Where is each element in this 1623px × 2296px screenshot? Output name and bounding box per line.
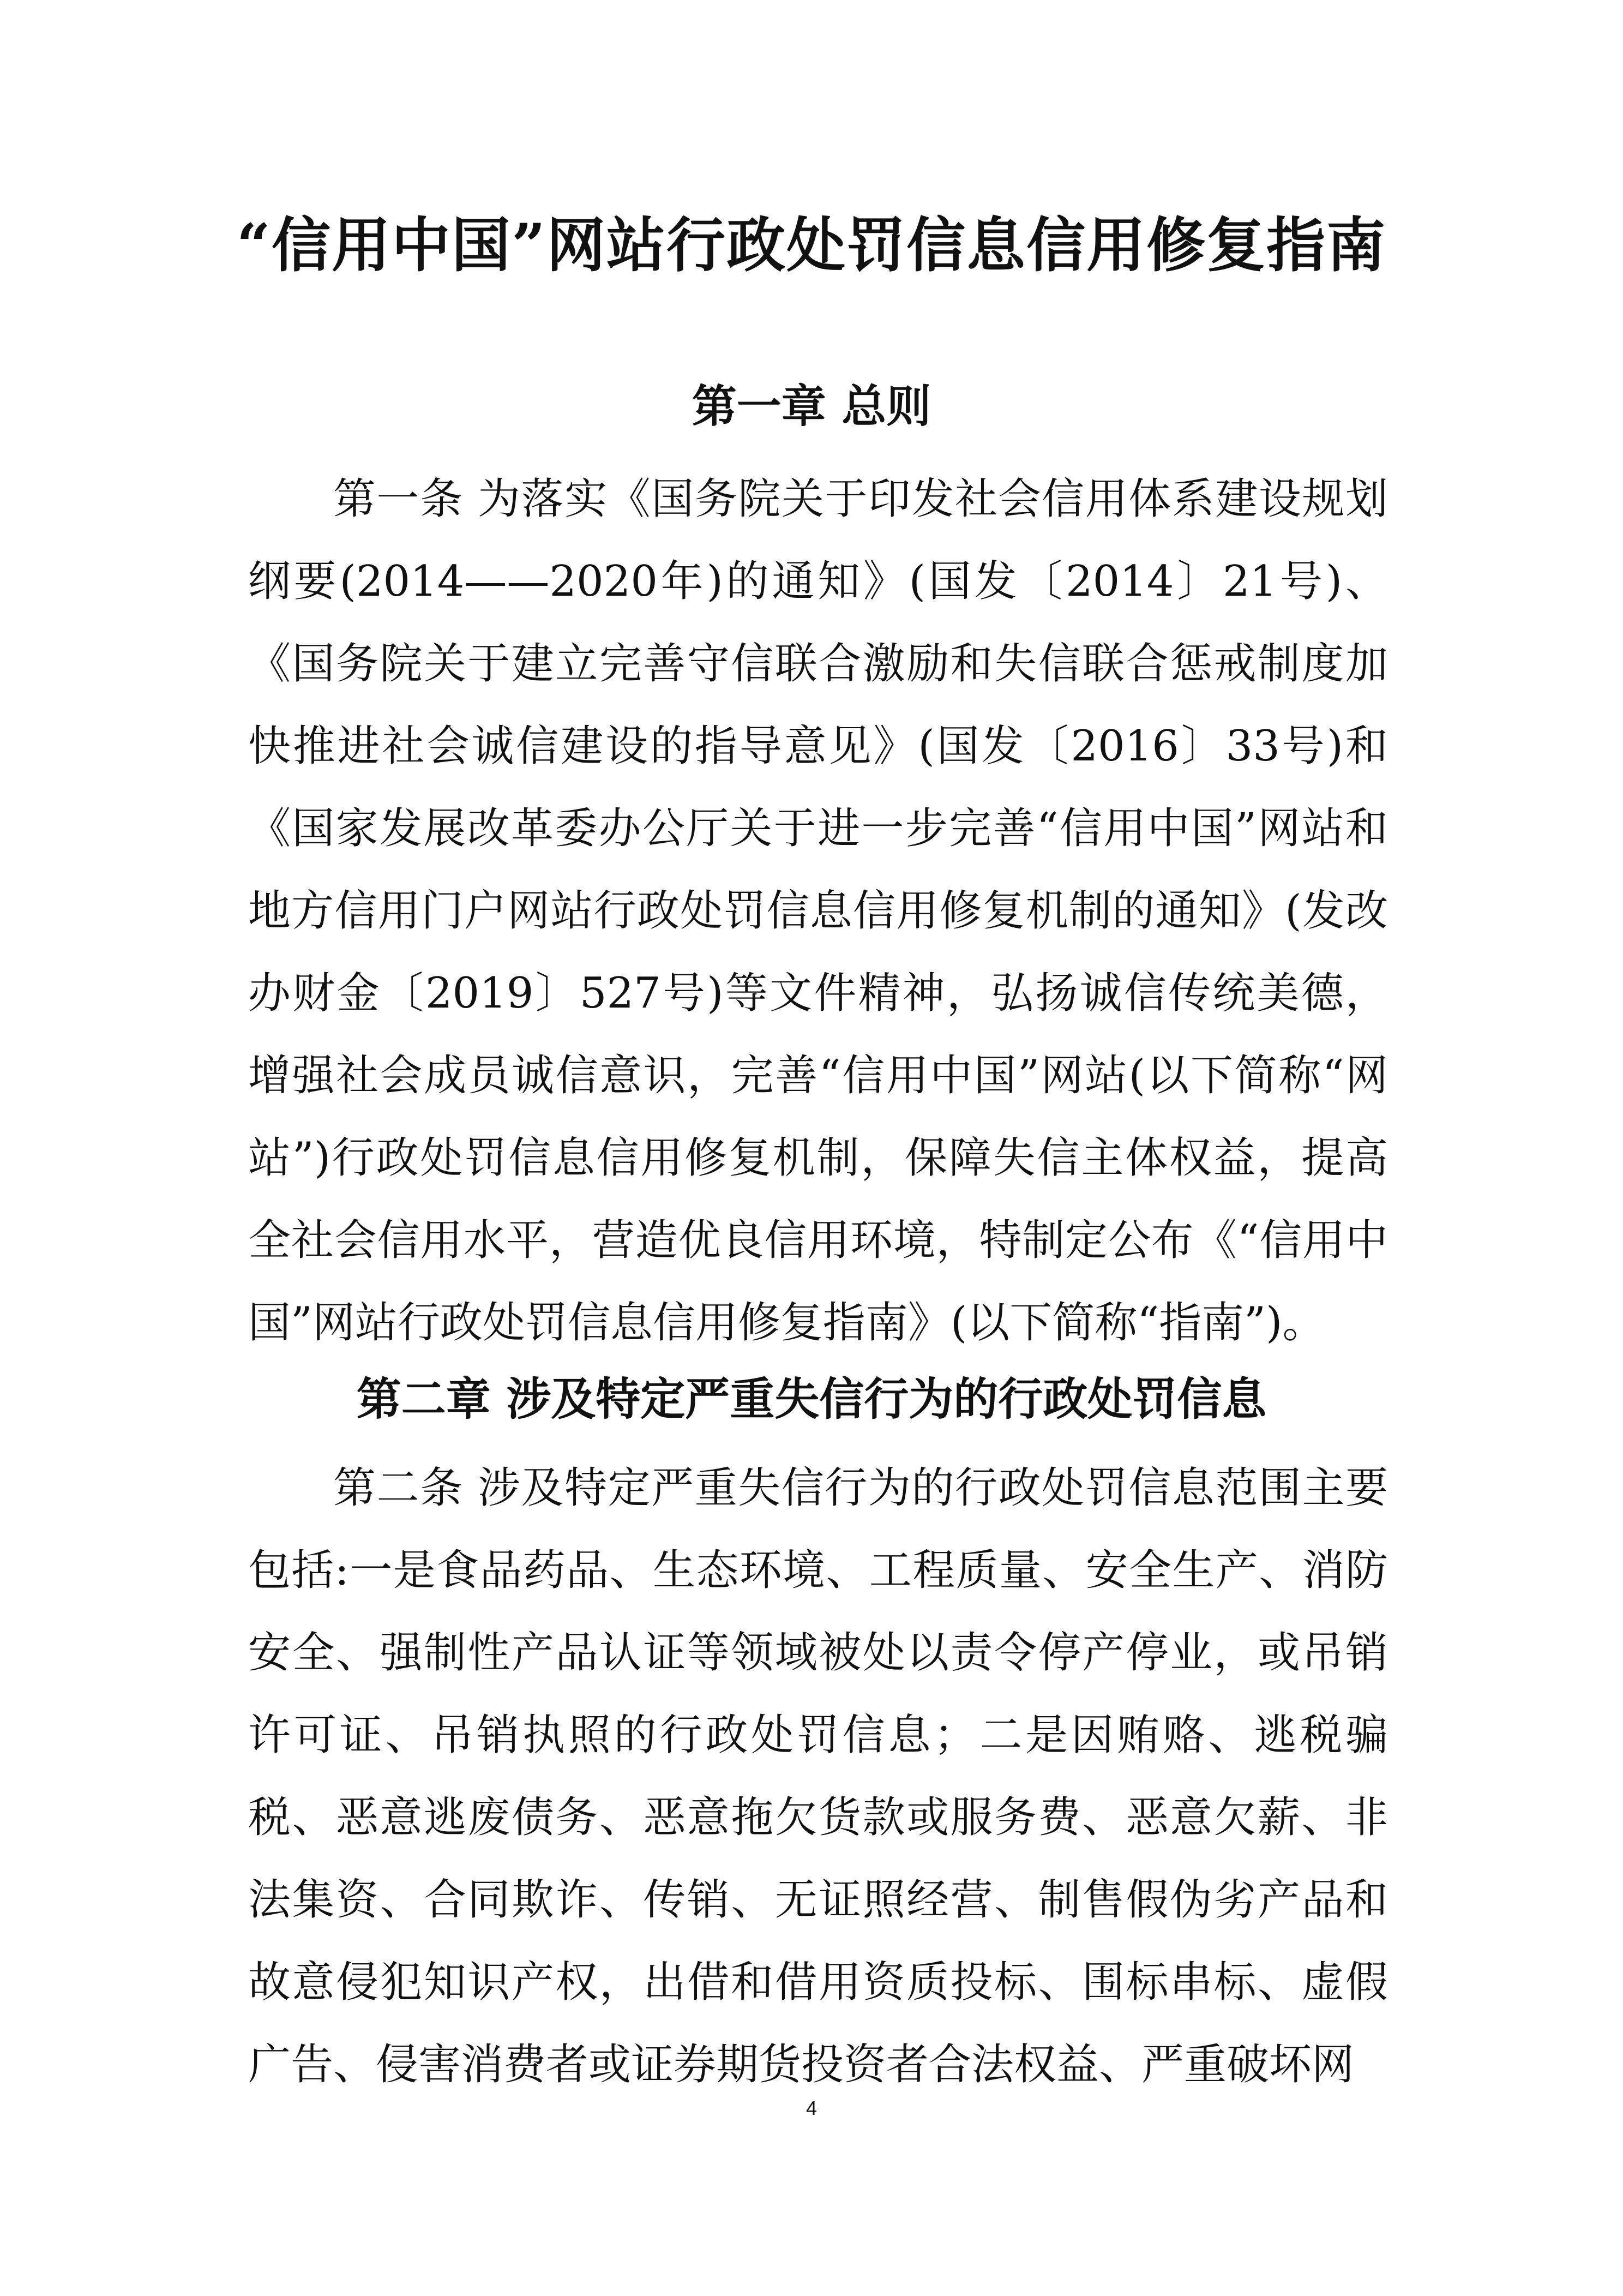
article-1 [248,458,1388,1364]
article-1-label: 第一条 [333,475,464,524]
page-number: 4 [806,2097,817,2119]
article-2-text: 涉及特定严重失信行为的行政处罚信息范围主要包括:一是食品药品、生态环境、工程质量、安全生产、消防安全、强制性产品认证等领域被处以责令停产停业，或吊销许可证、吊销执照的行政处罚信息；二是因贿赂、逃税骗税、恶意逃废债务、恶意拖欠货款或服务费、恶意欠薪、非法集资、合同欺诈、传销、无证照经营、制售假伪劣产品和故意侵犯知识产权，出借和借用资质投标、围标串标、虚假广告、侵害消费者或证券期货投资者合法权益、严重破坏网 [248,1464,1388,2089]
chapter-2-heading: 第二章 涉及特定严重失信行为的行政处罚信息 [356,1373,1267,1425]
chapter-1-heading: 第一章 总则 [692,380,931,433]
document-title: “信用中国”网站行政处罚信息信用修复指南 [236,211,1387,280]
article-2 [248,1447,1388,2106]
article-2-label: 第二条 [333,1464,464,1513]
article-1-text: 为落实《国务院关于印发社会信用体系建设规划纲要(2014——2020年)的通知》(国发〔2014〕21号)、《国务院关于建立完善守信联合激励和失信联合惩戒制度加快推进社会诚信建设的指导意见》(国发〔2016〕33号)和《国家发展改革委办公厅关于进一步完善“信用中国”网站和地方信用门户网站行政处罚信息信用修复机制的通知》(发改办财金〔2019〕527号)等文件精神，弘扬诚信传统美德，增强社会成员诚信意识，完善“信用中国”网站(以下简称“网站”)行政处罚信息信用修复机制，保障失信主体权益，提高全社会信用水平，营造优良信用环境，特制定公布《“信用中国”网站行政处罚信息信用修复指南》(以下简称“指南”)。 [248,475,1388,1347]
